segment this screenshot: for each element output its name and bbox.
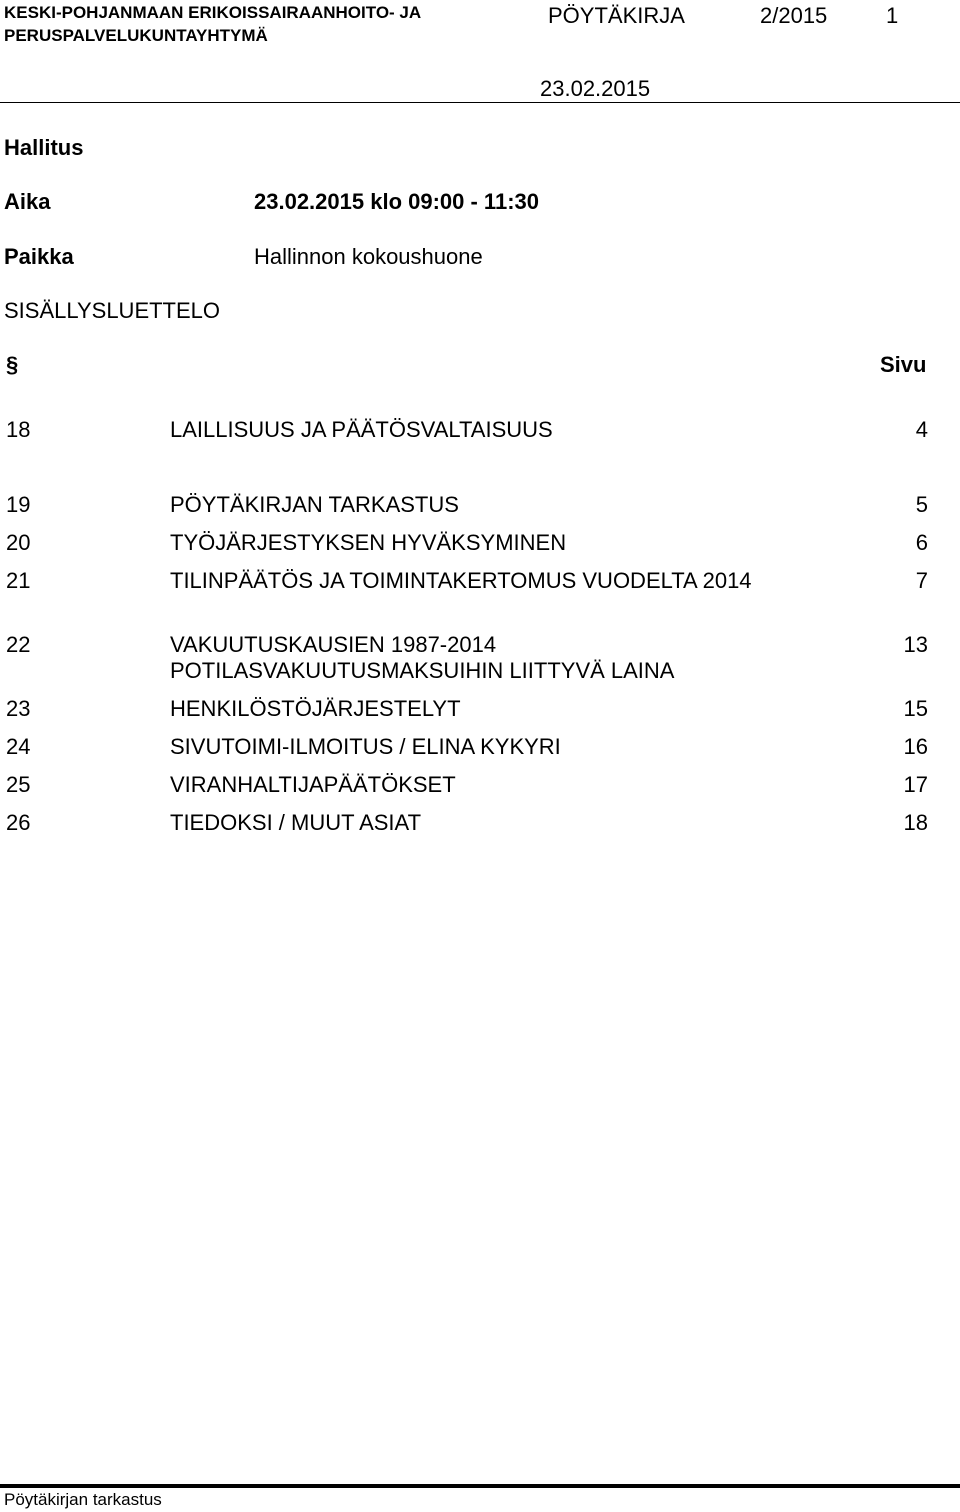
toc-item-number: 21 [6, 568, 31, 593]
place-label: Paikka [4, 244, 74, 269]
toc-item-title: HENKILÖSTÖJÄRJESTELYT [170, 696, 461, 721]
page-column-label: Sivu [880, 352, 927, 377]
toc-item-title: LAILLISUUS JA PÄÄTÖSVALTAISUUS [170, 417, 553, 442]
header-date: 23.02.2015 [540, 76, 651, 101]
toc-item-number: 19 [6, 492, 31, 517]
toc-item-page: 17 [903, 772, 928, 797]
header-divider [0, 102, 960, 103]
document-type: PÖYTÄKIRJA [548, 3, 685, 28]
document-number: 2/2015 [760, 3, 828, 28]
toc-item-number: 20 [6, 530, 31, 555]
toc-item-page: 13 [903, 632, 928, 657]
toc-item-title: TYÖJÄRJESTYKSEN HYVÄKSYMINEN [170, 530, 567, 555]
toc-item-number: 24 [6, 734, 31, 759]
toc-item-title: PÖYTÄKIRJAN TARKASTUS [170, 492, 459, 517]
toc-item-page: 4 [915, 417, 928, 442]
toc-item-page: 5 [915, 492, 928, 517]
footer-divider [0, 1484, 960, 1488]
toc-item-title: TILINPÄÄTÖS JA TOIMINTAKERTOMUS VUODELTA 2014 [170, 568, 752, 593]
toc-item-title: SIVUTOIMI-ILMOITUS / ELINA KYKYRI [170, 734, 561, 759]
organization-name-line-2: PERUSPALVELUKUNTAYHTYMÄ [4, 26, 268, 45]
toc-item-number: 25 [6, 772, 31, 797]
page-number: 1 [886, 3, 899, 28]
toc-item-page: 7 [915, 568, 928, 593]
toc-item-title: VIRANHALTIJAPÄÄTÖKSET [170, 772, 456, 797]
toc-item-number: 26 [6, 810, 31, 835]
footer-label: Pöytäkirjan tarkastus [4, 1490, 162, 1509]
toc-item-number: 22 [6, 632, 31, 657]
meeting-body: Hallitus [4, 135, 84, 160]
place-value: Hallinnon kokoushuone [254, 244, 483, 269]
time-label: Aika [4, 189, 51, 214]
toc-item-page: 15 [903, 696, 928, 721]
toc-item-title: TIEDOKSI / MUUT ASIAT [170, 810, 422, 835]
toc-item-page: 18 [903, 810, 928, 835]
toc-item-number: 23 [6, 696, 31, 721]
toc-item-page: 16 [903, 734, 928, 759]
toc-item-number: 18 [6, 417, 31, 442]
section-symbol: § [6, 352, 19, 377]
toc-item-title: VAKUUTUSKAUSIEN 1987-2014 POTILASVAKUUTUSMAKSUIHIN LIITTYVÄ LAINA [170, 632, 675, 683]
toc-item-page: 6 [915, 530, 928, 555]
toc-heading: SISÄLLYSLUETTELO [4, 298, 221, 323]
organization-name-line-1: KESKI-POHJANMAAN ERIKOISSAIRAANHOITO- JA [4, 3, 422, 22]
time-value: 23.02.2015 klo 09:00 - 11:30 [254, 189, 539, 214]
